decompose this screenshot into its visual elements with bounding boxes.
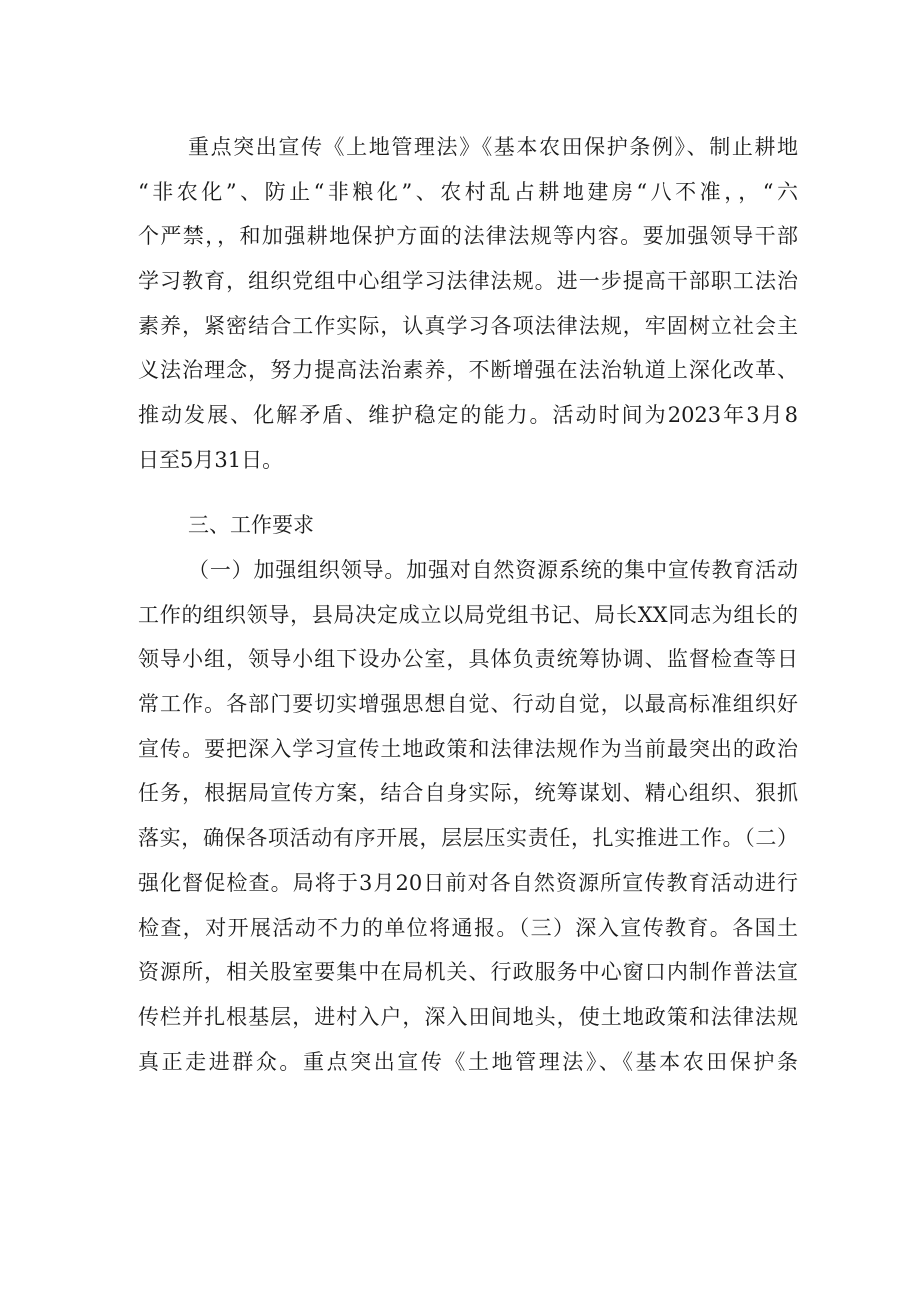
paragraph-line: 落实，确保各项活动有序开展，层层压实责任，扎实推进工作。（二） xyxy=(138,826,798,851)
paragraph-line: 工作的组织领导，县局决定成立以局党组书记、局长XX同志为组长的 xyxy=(138,602,798,627)
paragraph-line: 个严禁，，和加强耕地保护方面的法律法规等内容。要加强领导干部 xyxy=(138,224,798,249)
paragraph-line: 常工作。各部门要切实增强思想自觉、行动自觉，以最高标准组织好 xyxy=(138,692,798,717)
paragraph-line: 学习教育，组织党组中心组学习法律法规。进一步提高干部职工法治 xyxy=(138,269,798,294)
paragraph-line: 真正走进群众。重点突出宣传《土地管理法》、《基本农田保护条 xyxy=(138,1049,798,1074)
paragraph-line: 宣传。要把深入学习宣传土地政策和法律法规作为当前最突出的政治 xyxy=(138,736,798,761)
paragraph-line: 领导小组，领导小组下设办公室，具体负责统筹协调、监督检查等日 xyxy=(138,647,798,672)
paragraph-line: “非农化”、防止“非粮化”、农村乱占耕地建房“八不准，，“六 xyxy=(138,179,798,204)
paragraph-work-requirements xyxy=(138,548,798,1084)
section-heading-text: 三、工作要求 xyxy=(188,513,314,537)
paragraph-line: 检查，对开展活动不力的单位将通报。（三）深入宣传教育。各国土 xyxy=(138,915,798,940)
paragraph-line: 传栏并扎根基层，进村入户，深入田间地头，使土地政策和法律法规 xyxy=(138,1004,798,1029)
paragraph-line: 义法治理念，努力提高法治素养，不断增强在法治轨道上深化改革、 xyxy=(138,358,798,383)
paragraph-line: 素养，紧密结合工作实际，认真学习各项法律法规，牢固树立社会主 xyxy=(138,313,798,338)
paragraph-line: 推动发展、化解矛盾、维护稳定的能力。活动时间为2023年3月8 xyxy=(138,403,798,428)
paragraph-line: 任务，根据局宣传方案，结合自身实际，统筹谋划、精心组织、狠抓 xyxy=(138,781,798,806)
paragraph-line: 资源所，相关股室要集中在局机关、行政服务中心窗口内制作普法宣 xyxy=(138,960,798,985)
paragraph-line: 日至5月31日。 xyxy=(138,447,284,472)
paragraph-line: 强化督促检查。局将于3月20日前对各自然资源所宣传教育活动进行 xyxy=(138,870,798,895)
paragraph-line: 重点突出宣传《上地管理法》《基本农田保护条例》、制止耕地 xyxy=(188,135,798,159)
section-heading xyxy=(138,503,798,548)
paragraph-publicity-content xyxy=(138,125,798,483)
paragraph-line: （一）加强组织领导。加强对自然资源系统的集中宣传教育活动 xyxy=(188,558,798,582)
